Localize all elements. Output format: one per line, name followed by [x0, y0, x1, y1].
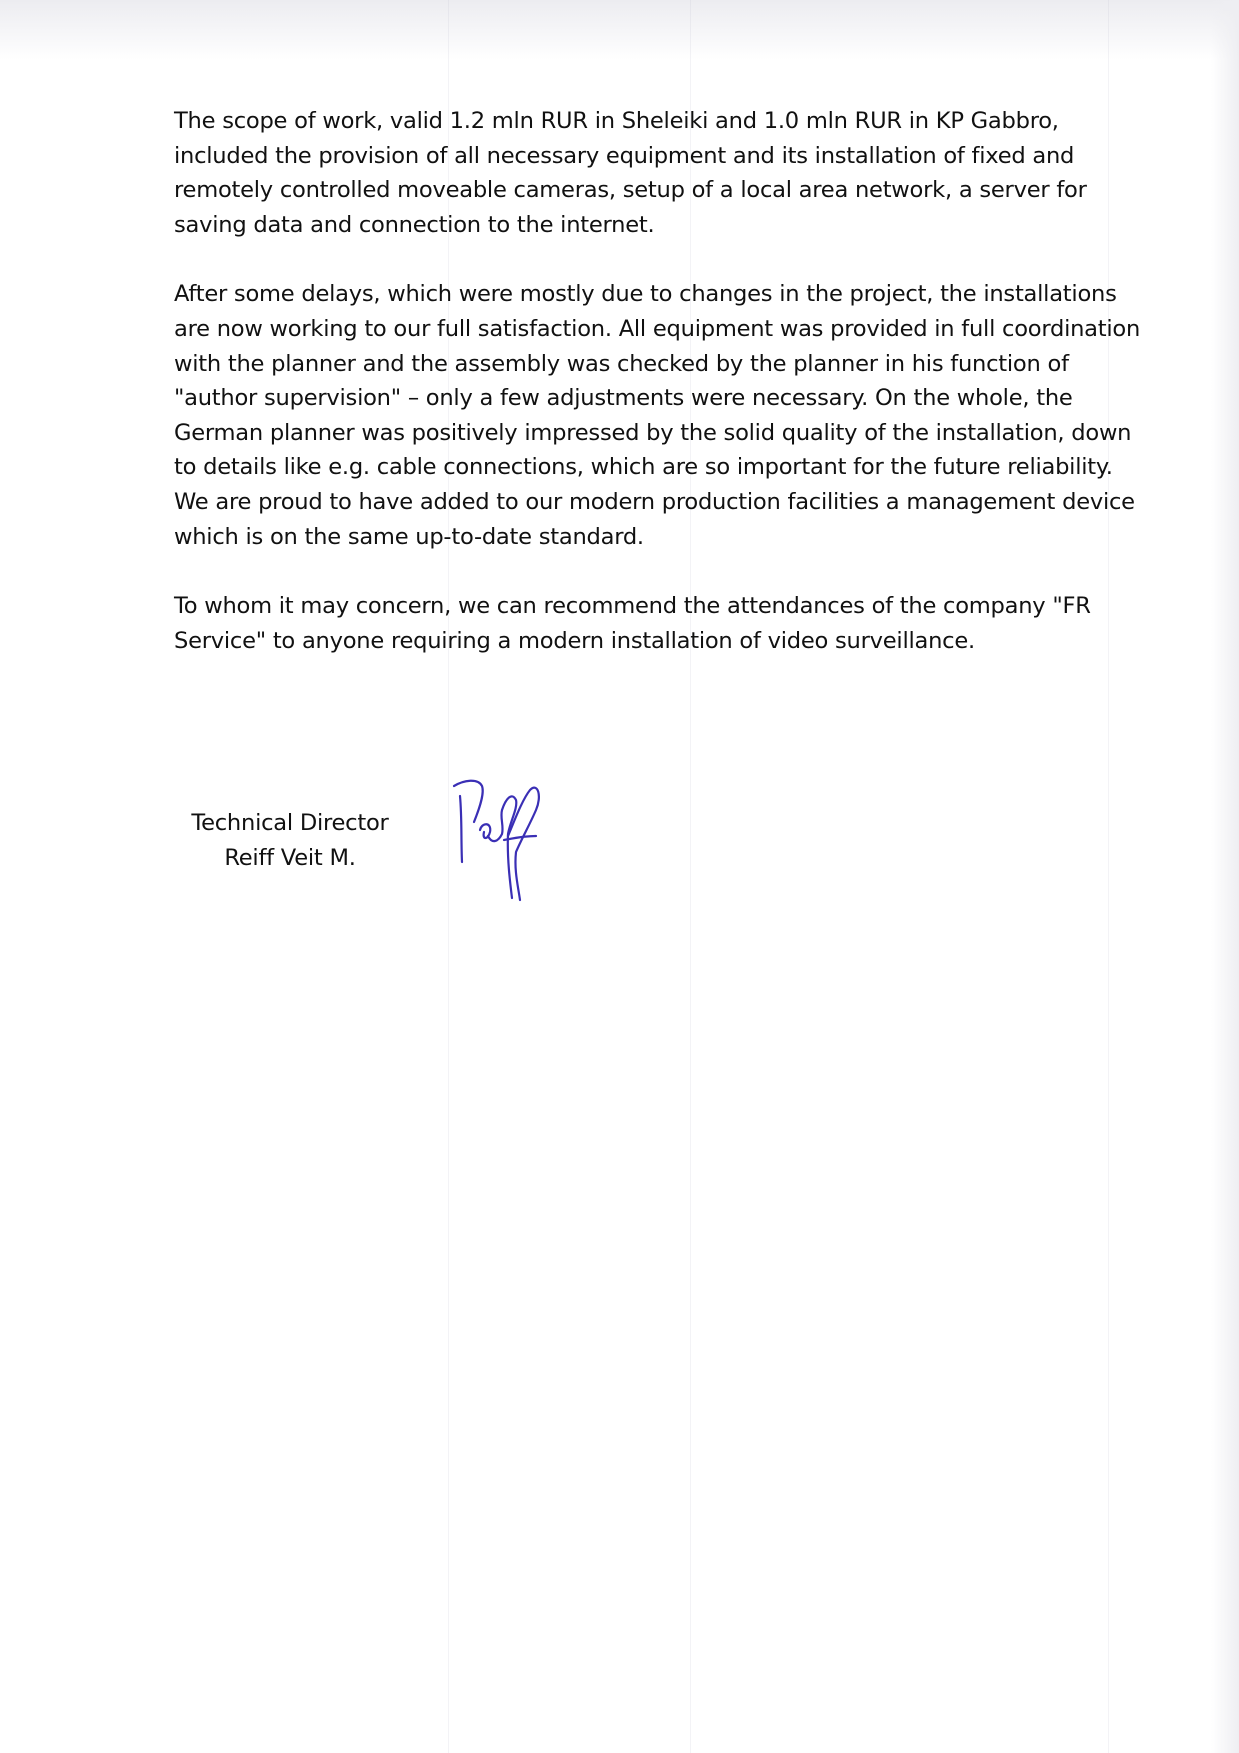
text-line: to details like e.g. cable connections, which are so important for the future reliability. — [174, 454, 1113, 481]
signatory-title: Technical Director — [191, 810, 389, 836]
paragraph-installation-quality — [174, 277, 1169, 554]
text-line: are now working to our full satisfaction. All equipment was provided in full coordination — [174, 315, 1141, 342]
text-line: The scope of work, valid 1.2 mln RUR in Sheleiki and 1.0 mln RUR in KP Gabbro, — [174, 108, 1059, 134]
letter-body — [174, 104, 1169, 693]
text-line: German planner was positively impressed by the solid quality of the installation, down — [174, 419, 1132, 446]
text-line: We are proud to have added to our modern production facilities a management device — [174, 488, 1135, 515]
text-line: with the planner and the assembly was checked by the planner in his function of — [174, 350, 1069, 377]
signatory-name: Reiff Veit M. — [224, 844, 356, 871]
scan-shadow-right — [1211, 0, 1239, 1753]
handwritten-signature-icon — [452, 778, 552, 902]
text-line: which is on the same up-to-date standard. — [174, 523, 644, 550]
text-line: included the provision of all necessary equipment and its installation of fixed and — [174, 142, 1075, 169]
text-line: Service" to anyone requiring a modern installation of video surveillance. — [174, 627, 975, 654]
text-line: saving data and connection to the internet. — [174, 211, 655, 238]
text-line: "author supervision" – only a few adjustments were necessary. On the whole, the — [174, 385, 1073, 412]
text-line: remotely controlled moveable cameras, setup of a local area network, a server for — [174, 177, 1087, 204]
text-line: To whom it may concern, we can recommend the attendances of the company "FR — [174, 593, 1091, 620]
paragraph-scope-of-work — [174, 104, 1169, 242]
scan-shadow-top — [0, 0, 1239, 60]
paragraph-recommendation — [174, 589, 1169, 658]
signatory-block — [170, 806, 410, 875]
text-line: After some delays, which were mostly due to changes in the project, the installations — [174, 281, 1117, 308]
